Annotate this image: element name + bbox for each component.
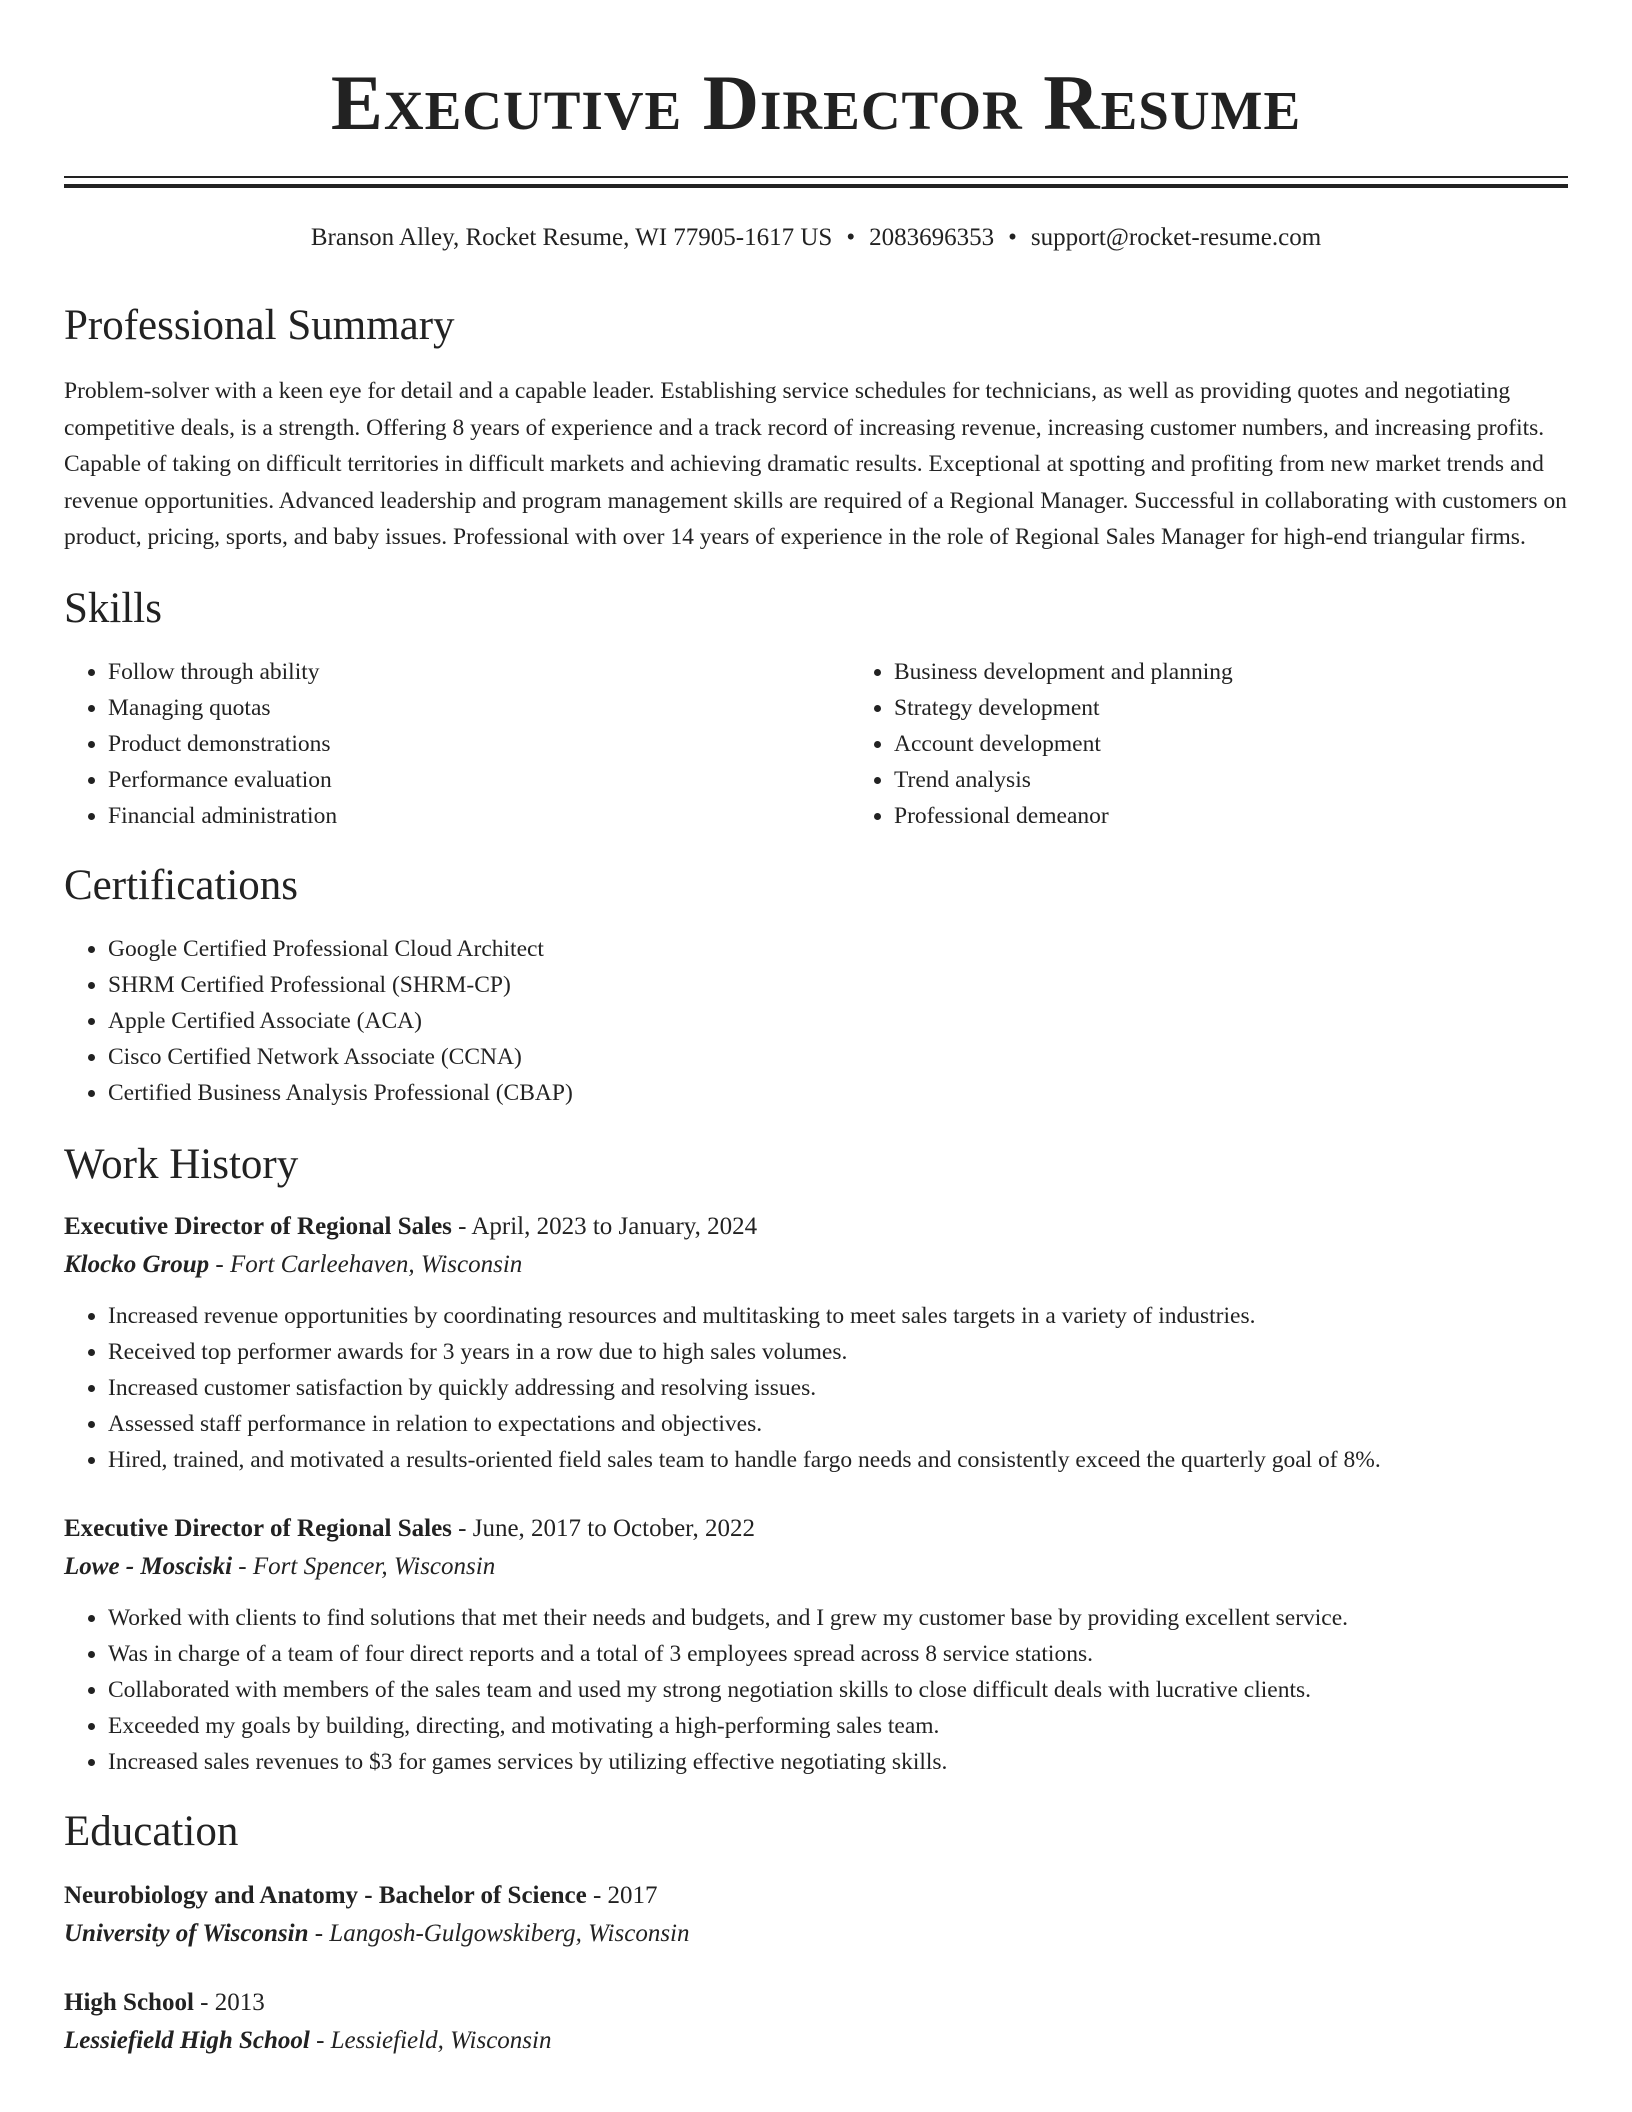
skills-columns [64, 654, 1568, 834]
education-degree-line [64, 1984, 1568, 2022]
education-school-line [64, 2022, 1568, 2060]
skill-item: • Performance evaluation [108, 762, 850, 798]
job-bullet: • Increased revenue opportunities by coordinating resources and multitasking to meet sales targets in a variety of industries. [108, 1298, 1568, 1334]
job-bullets [64, 1298, 1568, 1478]
education-year: - 2013 [200, 1988, 265, 2016]
skill-item: • Professional demeanor [894, 798, 1568, 834]
job-entry [64, 1510, 1568, 1780]
job-title: Executive Director of Regional Sales [64, 1212, 452, 1240]
job-dates: - April, 2023 to January, 2024 [458, 1212, 758, 1240]
skill-item: • Financial administration [108, 798, 850, 834]
skill-item: • Managing quotas [108, 690, 850, 726]
education-year: - 2017 [592, 1881, 658, 1909]
skill-item: • Account development [894, 726, 1568, 762]
job-company: Klocko Group [64, 1250, 210, 1278]
contact-separator: • [1008, 224, 1017, 251]
contact-email: support@rocket-resume.com [1030, 224, 1322, 251]
job-bullet: • Was in charge of a team of four direct reports and a total of 3 employees spread across 8 service stations. [108, 1636, 1568, 1672]
education-heading: Education [64, 1807, 239, 1855]
job-bullet: • Worked with clients to find solutions that met their needs and budgets, and I grew my customer base by providing excellent service. [108, 1600, 1568, 1636]
education-location: - Langosh-Gulgowskiberg, Wisconsin [314, 1919, 690, 1947]
skills-heading: Skills [64, 584, 162, 632]
certification-item: • Certified Business Analysis Professional (CBAP) [108, 1075, 1568, 1111]
contact-address: Branson Alley, Rocket Resume, WI 77905-1617 US [310, 224, 833, 251]
education-degree: High School [64, 1988, 194, 2016]
skill-item: • Business development and planning [894, 654, 1568, 690]
job-bullet: • Increased customer satisfaction by quickly addressing and resolving issues. [108, 1370, 1568, 1406]
education-entry [64, 1984, 1568, 2060]
education-degree-line [64, 1877, 1568, 1915]
education-school-line [64, 1915, 1568, 1953]
work-history-heading: Work History [64, 1140, 299, 1188]
job-bullet: • Assessed staff performance in relation to expectations and objectives. [108, 1406, 1568, 1442]
contact-line [64, 224, 1568, 252]
page-title: Executive Director Resume [330, 59, 1302, 146]
certification-item: • Apple Certified Associate (ACA) [108, 1003, 1568, 1039]
job-dates: - June, 2017 to October, 2022 [458, 1514, 756, 1542]
job-bullet: • Exceeded my goals by building, directing, and motivating a high-performing sales team. [108, 1708, 1568, 1744]
education-degree: Neurobiology and Anatomy - Bachelor of Science [64, 1881, 587, 1909]
skill-item: • Follow through ability [108, 654, 850, 690]
title-divider [64, 176, 1568, 188]
job-title-line [64, 1208, 1568, 1246]
job-bullet: • Increased sales revenues to $3 for games services by utilizing effective negotiating skills. [108, 1744, 1568, 1780]
education-entry [64, 1877, 1568, 1953]
summary-heading: Professional Summary [64, 302, 455, 349]
summary-text: Problem-solver with a keen eye for detail and a capable leader. Establishing service schedules for technicians, as well as providing quotes and negotiating competitive deals, is a strength. Offering 8 years of experience and a track record of increasing revenue, increasing customer numbers, and increasing profits. Capable of taking on difficult territories in difficult markets and achieving dramatic results. Exceptional at spotting and profiting from new market trends and revenue opportunities. Advanced leadership and program management skills are required of a Regional Manager. Successful in collaborating with customers on product, pricing, sports, and baby issues. Professional with over 14 years of experience in the role of Regional Sales Manager for high-end triangular firms. [64, 378, 1567, 550]
job-location: - Fort Spencer, Wisconsin [238, 1552, 496, 1580]
education-school: Lessiefield High School [64, 2026, 310, 2054]
contact-phone: 2083696353 [869, 224, 995, 251]
certification-item: • Google Certified Professional Cloud Architect [108, 931, 1568, 967]
skills-list-right [850, 654, 1568, 834]
job-bullet: • Collaborated with members of the sales team and used my strong negotiation skills to close difficult deals with lucrative clients. [108, 1672, 1568, 1708]
certifications-heading: Certifications [64, 861, 299, 909]
education-location: - Lessiefield, Wisconsin [316, 2026, 552, 2054]
contact-separator: • [846, 224, 856, 251]
job-title-line [64, 1510, 1568, 1548]
job-company-line [64, 1246, 1568, 1284]
skill-item: • Trend analysis [894, 762, 1568, 798]
certification-item: • SHRM Certified Professional (SHRM-CP) [108, 967, 1568, 1003]
skills-list-left [64, 654, 850, 834]
skill-item: • Product demonstrations [108, 726, 850, 762]
job-entry [64, 1208, 1568, 1478]
education-school: University of Wisconsin [64, 1919, 309, 1947]
skill-item: • Strategy development [894, 690, 1568, 726]
job-bullet: • Hired, trained, and motivated a results-oriented field sales team to handle fargo needs and consistently exceed the quarterly goal of 8%. [108, 1442, 1568, 1478]
job-bullet: • Received top performer awards for 3 years in a row due to high sales volumes. [108, 1334, 1568, 1370]
job-bullets [64, 1600, 1568, 1780]
job-company: Lowe - Mosciski [64, 1552, 233, 1580]
certification-item: • Cisco Certified Network Associate (CCNA) [108, 1039, 1568, 1075]
certifications-list [64, 931, 1568, 1111]
job-title: Executive Director of Regional Sales [64, 1514, 452, 1542]
job-location: - Fort Carleehaven, Wisconsin [215, 1250, 523, 1278]
job-company-line [64, 1548, 1568, 1586]
